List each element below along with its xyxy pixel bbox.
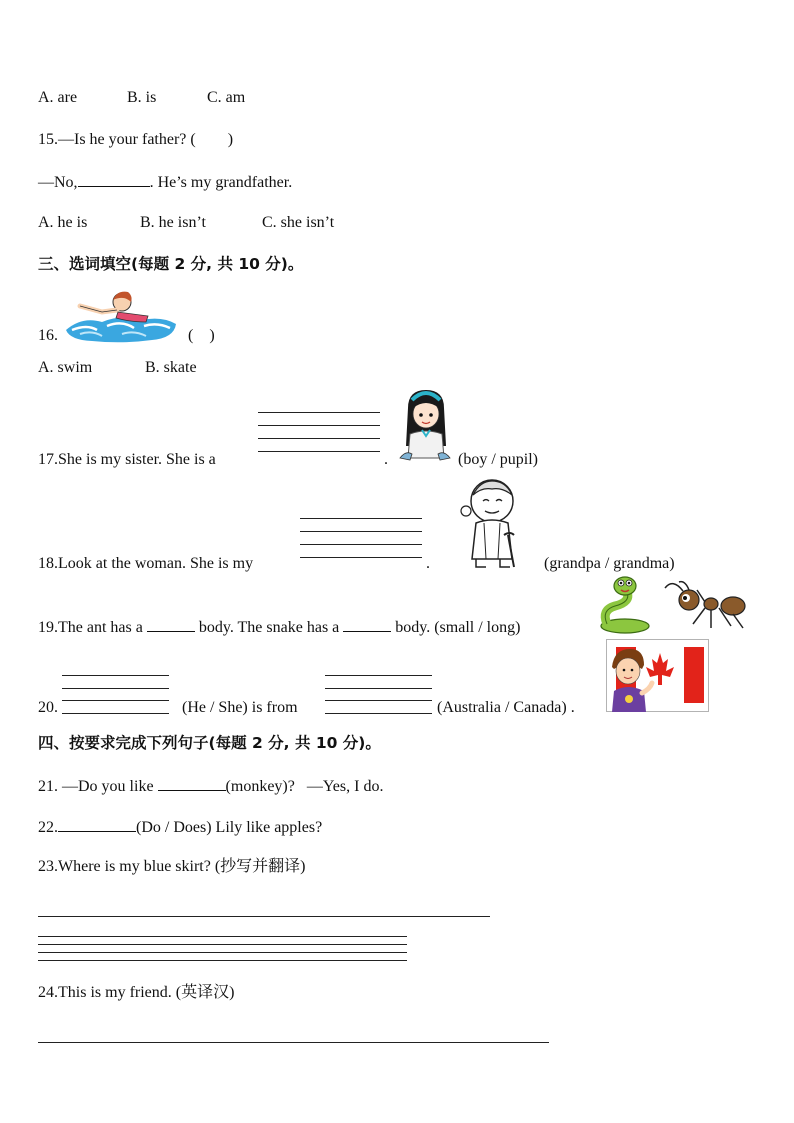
q15-answer-line	[38, 171, 292, 193]
q18-writing-line[interactable]	[300, 557, 422, 558]
q20-writing-line-2[interactable]	[325, 713, 432, 714]
q17-text: 17.She is my sister. She is a	[38, 451, 216, 468]
q14-option-b: B. is	[127, 89, 157, 106]
q16-option-a: A. swim	[38, 359, 93, 376]
q22-suffix: (Do / Does) Lily like apples?	[136, 819, 323, 836]
q14-option-c: C. am	[207, 89, 246, 106]
q14-option-a: A. are	[38, 89, 78, 106]
section4-title: 四、按要求完成下列句子(每题 2 分, 共 10 分)。	[38, 734, 381, 752]
q15-answer-prefix: —No,	[38, 174, 78, 191]
q20-writing-line[interactable]	[62, 700, 169, 701]
q24-text: 24.This is my friend. (英译汉)	[38, 984, 235, 1001]
q23-text: 23.Where is my blue skirt? (抄写并翻译)	[38, 858, 306, 875]
q15-options	[38, 213, 334, 233]
q15-option-a: A. he is	[38, 214, 88, 231]
q21-prefix: 21. —Do you like	[38, 778, 154, 795]
q14-options	[38, 88, 245, 108]
q19-blank2[interactable]	[343, 616, 391, 632]
q17-period: .	[384, 451, 388, 468]
q20-writing-line-2[interactable]	[325, 675, 432, 676]
girl-swimming-image	[62, 286, 180, 344]
q15-answer-blank[interactable]	[78, 171, 150, 187]
old-woman-image	[456, 477, 528, 569]
q17-writing-line[interactable]	[258, 438, 380, 439]
q16-options	[38, 358, 197, 378]
q20-number: 20.	[38, 699, 58, 716]
q16-option-b: B. skate	[145, 359, 197, 376]
q15-option-b: B. he isn’t	[140, 214, 206, 231]
q18-period: .	[426, 555, 430, 572]
q24-answer-line[interactable]	[38, 1042, 549, 1043]
q20-writing-line[interactable]	[62, 675, 169, 676]
q17-writing-line[interactable]	[258, 451, 380, 452]
q20-tail-text: (Australia / Canada) .	[437, 699, 575, 716]
snake-and-ant-image	[593, 574, 749, 636]
q21-blank[interactable]	[158, 775, 226, 791]
q19-blank1[interactable]	[147, 616, 195, 632]
q20-writing-line[interactable]	[62, 688, 169, 689]
q18-text: 18.Look at the woman. She is my	[38, 555, 254, 572]
q17-writing-line[interactable]	[258, 412, 380, 413]
q20-writing-line-2[interactable]	[325, 688, 432, 689]
q21-suffix: (monkey)? —Yes, I do.	[225, 778, 384, 795]
q18-writing-line[interactable]	[300, 531, 422, 532]
q19-part2: body. The snake has a	[198, 619, 340, 636]
q18-hint: (grandpa / grandma)	[544, 555, 675, 572]
q23-answer-line[interactable]	[38, 916, 490, 917]
q15-answer-suffix: . He’s my grandfather.	[149, 174, 293, 191]
q22-prefix: 22.	[38, 819, 58, 836]
q19-part1: 19.The ant has a	[38, 619, 143, 636]
q23-copy-line[interactable]	[38, 960, 407, 961]
q23-copy-line[interactable]	[38, 936, 407, 937]
q18-writing-line[interactable]	[300, 518, 422, 519]
q17-hint: (boy / pupil)	[458, 451, 538, 468]
q15-option-c: C. she isn’t	[262, 214, 335, 231]
q22-blank[interactable]	[58, 816, 136, 832]
q15-question: 15.—Is he your father? ( )	[38, 131, 234, 148]
girl-pupil-image	[396, 388, 454, 464]
q19-sentence	[38, 616, 520, 638]
q21-line	[38, 775, 383, 797]
section3-title: 三、选词填空(每题 2 分, 共 10 分)。	[38, 255, 304, 273]
q20-writing-line[interactable]	[62, 713, 169, 714]
q20-middle-text: (He / She) is from	[182, 699, 298, 716]
boy-canada-flag-image	[606, 639, 709, 712]
q18-writing-line[interactable]	[300, 544, 422, 545]
q22-line	[38, 816, 322, 838]
q23-copy-line[interactable]	[38, 952, 407, 953]
q17-writing-line[interactable]	[258, 425, 380, 426]
q20-writing-line-2[interactable]	[325, 700, 432, 701]
q16-number: 16.	[38, 327, 58, 344]
q16-answer-paren[interactable]: ( )	[188, 327, 215, 344]
q19-part3: body. (small / long)	[395, 619, 521, 636]
q23-copy-line[interactable]	[38, 944, 407, 945]
